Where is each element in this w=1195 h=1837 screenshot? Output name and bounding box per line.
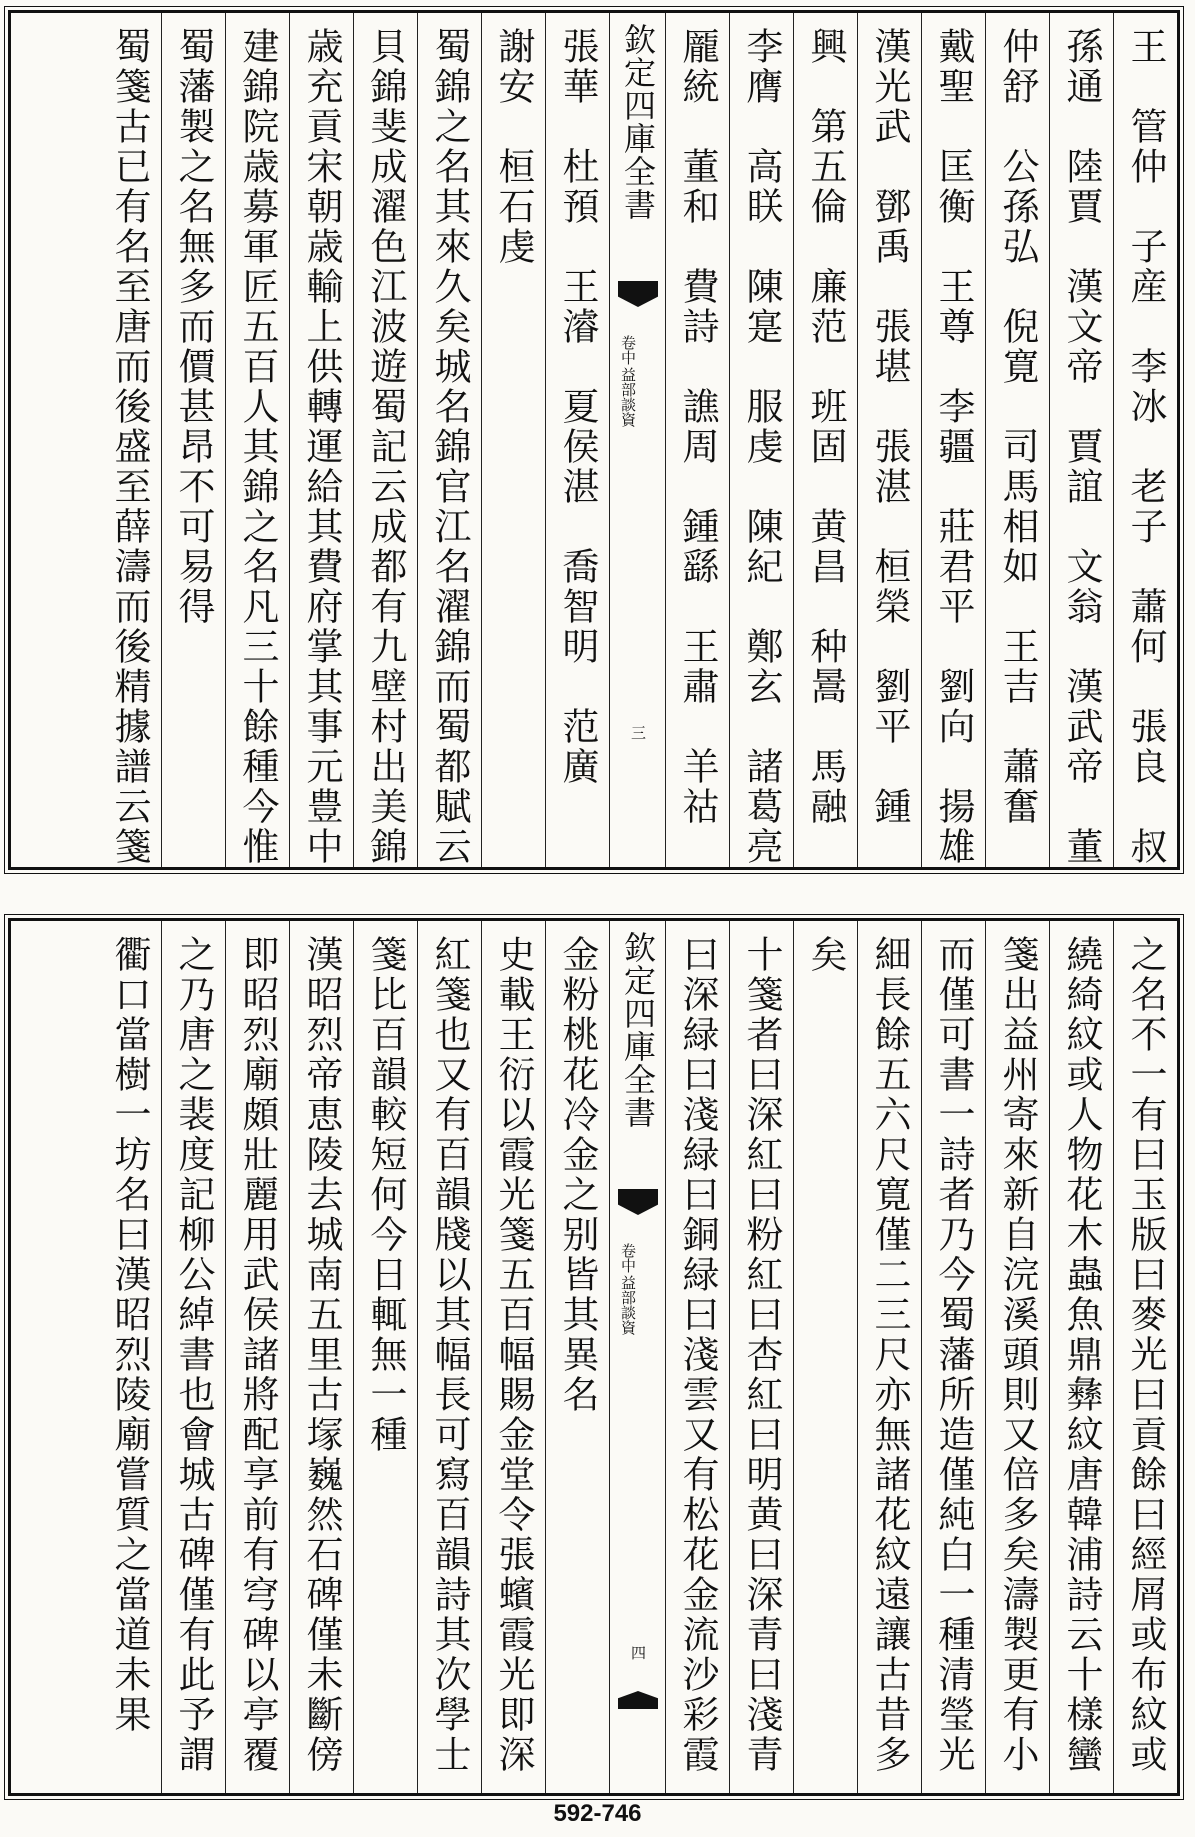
text-column: 李膺 高眹 陳寔 服虔 陳紀 鄭玄 諸葛亮 xyxy=(729,13,793,867)
text-column: 箋出益州寄來新自浣溪頭則又倍多矣濤製更有小 xyxy=(985,921,1049,1793)
text-column: 之名不一有曰玉版曰麥光曰貢餘曰經屑或布紋或 xyxy=(1113,921,1177,1793)
text-column: 建錦院歳募軍匠五百人其錦之名凡三十餘種今惟 xyxy=(225,13,289,867)
text-column: 箋比百韻較短何今日輒無一種 xyxy=(353,921,417,1793)
volume-label: 卷中 xyxy=(619,335,637,365)
text-column: 而僅可書一詩者乃今蜀藩所造僅純白一種清瑩光 xyxy=(921,921,985,1793)
book-info xyxy=(618,335,637,427)
leaf-number: 四 xyxy=(629,1645,647,1660)
text-column: 謝安 桓石虔 xyxy=(481,13,545,867)
text-column: 繞綺紋或人物花木蟲魚鼎彝紋唐韓浦詩云十樣蠻 xyxy=(1049,921,1113,1793)
page-center-strip xyxy=(609,13,665,867)
fish-tail-mark-icon xyxy=(618,281,658,307)
book-title: 益部談資 xyxy=(619,367,637,427)
text-column: 蜀藩製之名無多而價甚昂不可易得 xyxy=(161,13,225,867)
text-column: 龎統 董和 費詩 譙周 鍾繇 王肅 羊祜 xyxy=(665,13,729,867)
text-column: 衢口當樹一坊名曰漢昭烈陵廟嘗質之當道未果 xyxy=(108,935,151,1735)
bottom-page xyxy=(8,918,1180,1796)
fish-tail-mark-icon xyxy=(618,1189,658,1215)
text-column: 金粉桃花冷金之别皆其異名 xyxy=(545,921,609,1793)
text-column: 漢昭烈帝恵陵去城南五里古塜巍然石碑僅未斷傍 xyxy=(289,921,353,1793)
text-column: 孫通 陸賈 漢文帝 賈誼 文翁 漢武帝 董 xyxy=(1049,13,1113,867)
text-column: 戴聖 匡衡 王尊 李疆 莊君平 劉向 揚雄 xyxy=(921,13,985,867)
text-column: 曰深緑曰淺緑曰銅緑曰淺雲又有松花金流沙彩霞 xyxy=(665,921,729,1793)
bottom-page-columns xyxy=(11,921,1177,1793)
page-center-strip xyxy=(609,921,665,1793)
text-column: 十箋者曰深紅曰粉紅曰杏紅曰明黄曰深青曰淺青 xyxy=(729,921,793,1793)
text-column: 即昭烈廟頗壯麗用武侯諸將配享前有穹碑以亭覆 xyxy=(225,921,289,1793)
text-column: 蜀箋古已有名至唐而後盛至薛濤而後精據譜云箋 xyxy=(108,27,151,867)
fish-tail-mark-icon xyxy=(618,1691,658,1709)
text-column: 王 管仲 子産 李冰 老子 蕭何 張良 叔 xyxy=(1113,13,1177,867)
text-column: 史載王衍以霞光箋五百幅賜金堂令張蠙霞光即深 xyxy=(481,921,545,1793)
leaf-number: 三 xyxy=(629,725,647,740)
text-column: 之乃唐之裴度記柳公綽書也會城古碑僅有此予謂 xyxy=(161,921,225,1793)
text-column: 張華 杜預 王濬 夏侯湛 喬智明 范廣 xyxy=(545,13,609,867)
volume-label: 卷中 xyxy=(619,1243,637,1273)
book-info xyxy=(618,1243,637,1335)
text-column: 細長餘五六尺寛僅二三尺亦無諸花紋遠讓古昔多 xyxy=(857,921,921,1793)
text-column: 歳充貢宋朝歳輸上供轉運給其費府掌其事元豊中 xyxy=(289,13,353,867)
top-page xyxy=(8,10,1180,870)
text-column: 漢光武 鄧禹 張堪 張湛 桓榮 劉平 鍾 xyxy=(857,13,921,867)
book-title: 益部談資 xyxy=(619,1275,637,1335)
text-column: 矣 xyxy=(793,921,857,1793)
page-folio-number: 592-746 xyxy=(553,1800,642,1827)
running-title: 欽定四庫全書 xyxy=(619,931,657,1129)
text-column: 紅箋也又有百韻牋以其幅長可寫百韻詩其次學士 xyxy=(417,921,481,1793)
text-column: 蜀錦之名其來久矣城名錦官江名濯錦而蜀都賦云 xyxy=(417,13,481,867)
top-page-columns xyxy=(11,13,1177,867)
text-column: 貝錦斐成濯色江波遊蜀記云成都有九壁村出美錦 xyxy=(353,13,417,867)
running-title: 欽定四庫全書 xyxy=(619,23,657,221)
text-column: 仲舒 公孫弘 倪寛 司馬相如 王吉 蕭奮 xyxy=(985,13,1049,867)
text-column: 興 第五倫 廉范 班固 黄昌 种暠 馬融 xyxy=(793,13,857,867)
